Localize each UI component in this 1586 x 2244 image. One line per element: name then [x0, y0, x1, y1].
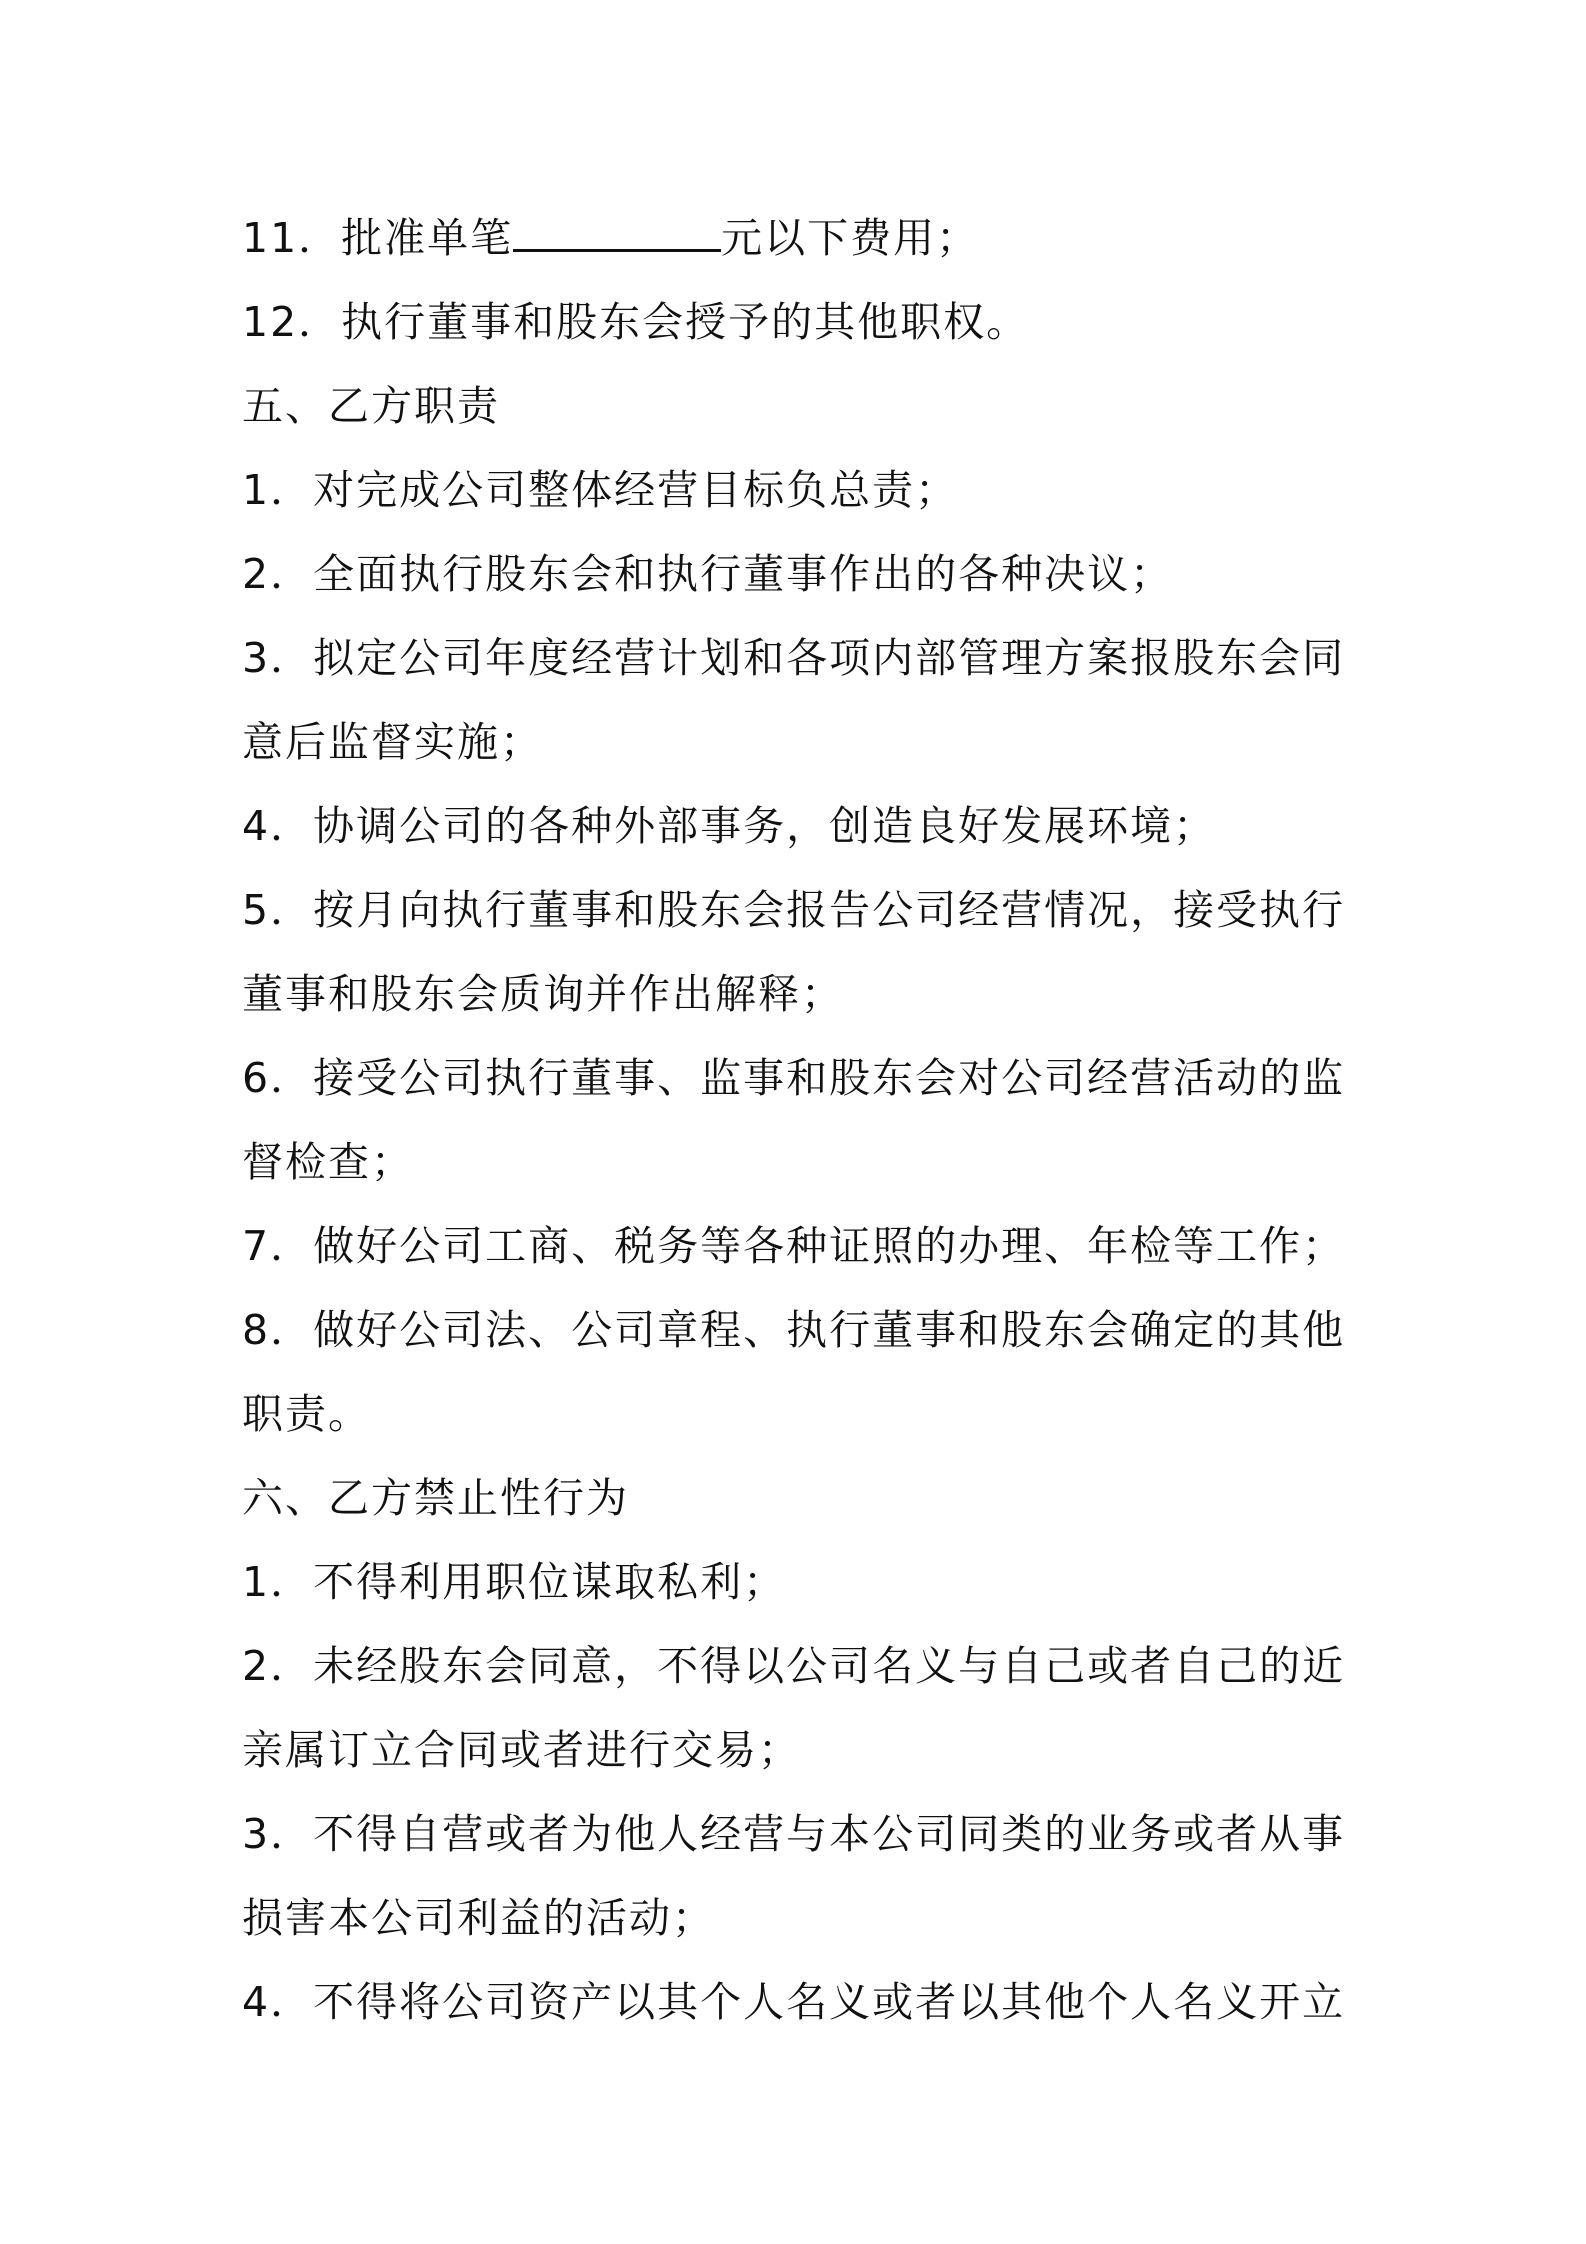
section-5-item-5-line-1: 5．按月向执行董事和股东会报告公司经营情况，接受执行	[242, 886, 1346, 934]
section-6-item-1: 1．不得利用职位谋取私利；	[242, 1558, 787, 1606]
section-5-item-3-line-1: 3．拟定公司年度经营计划和各项内部管理方案报股东会同	[242, 634, 1346, 682]
section-5-item-1: 1．对完成公司整体经营目标负总责；	[242, 466, 959, 514]
section-5-item-3-line-2: 意后监督实施；	[242, 718, 543, 766]
section-5-item-5-line-2: 董事和股东会质询并作出解释；	[242, 970, 844, 1018]
section-6-item-2-line-1: 2．未经股东会同意，不得以公司名义与自己或者自己的近	[242, 1642, 1346, 1690]
clause-11-line	[242, 196, 1362, 280]
document-page	[242, 196, 1362, 2044]
clause-12-line: 12．执行董事和股东会授予的其他职权。	[242, 298, 1030, 346]
section-5-item-8-line-1: 8．做好公司法、公司章程、执行董事和股东会确定的其他	[242, 1306, 1346, 1354]
section-6-heading: 六、乙方禁止性行为	[242, 1474, 629, 1522]
section-5-item-8-line-2: 职责。	[242, 1390, 371, 1438]
section-5-item-4: 4．协调公司的各种外部事务，创造良好发展环境；	[242, 802, 1217, 850]
section-6-item-4-line-1: 4．不得将公司资产以其个人名义或者以其他个人名义开立	[242, 1978, 1346, 2026]
section-5-item-2: 2．全面执行股东会和执行董事作出的各种决议；	[242, 550, 1174, 598]
section-5-item-7: 7．做好公司工商、税务等各种证照的办理、年检等工作；	[242, 1222, 1346, 1270]
clause-11-suffix: 元以下费用；	[721, 214, 980, 262]
clause-11-prefix: 11．批准单笔	[242, 214, 514, 262]
section-6-item-2-line-2: 亲属订立合同或者进行交易；	[242, 1726, 801, 1774]
section-6-item-3-line-1: 3．不得自营或者为他人经营与本公司同类的业务或者从事	[242, 1810, 1346, 1858]
amount-blank	[513, 209, 721, 252]
section-5-item-6-line-1: 6．接受公司执行董事、监事和股东会对公司经营活动的监	[242, 1054, 1346, 1102]
section-6-item-3-line-2: 损害本公司利益的活动；	[242, 1894, 715, 1942]
section-5-item-6-line-2: 督检查；	[242, 1138, 414, 1186]
section-5-heading: 五、乙方职责	[242, 382, 500, 430]
